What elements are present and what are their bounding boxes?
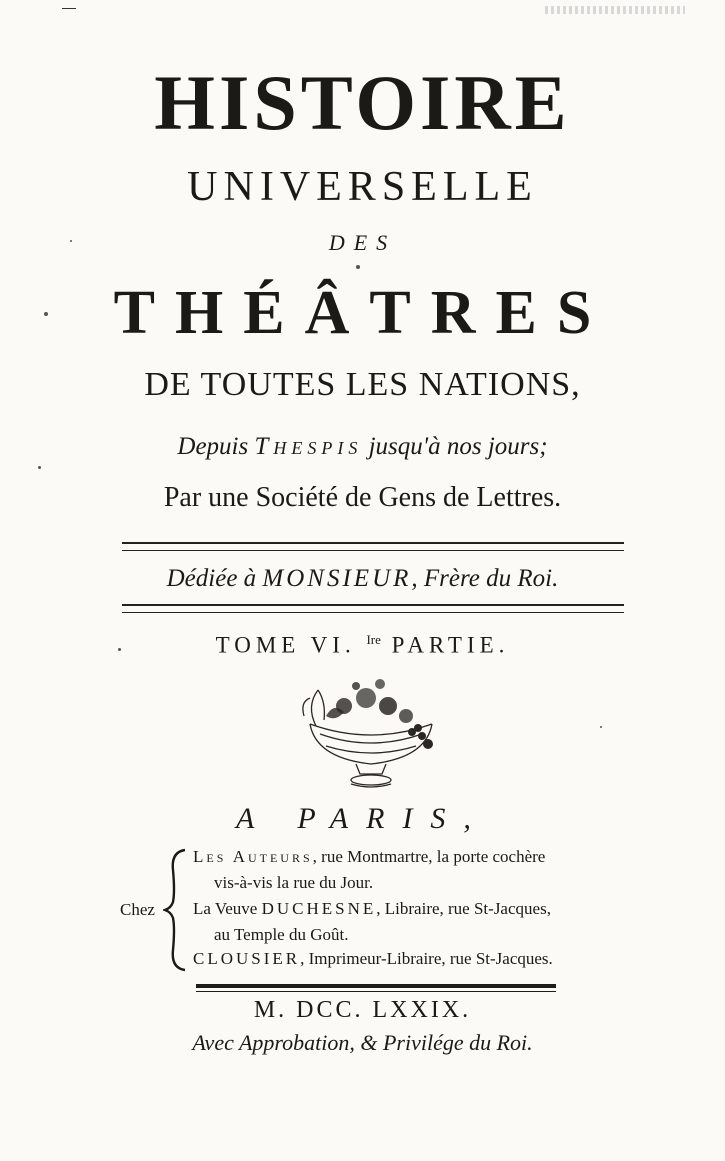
double-rule-bottom — [122, 604, 624, 613]
subtitle-authors: Par une Société de Gens de Lettres. — [163, 482, 562, 513]
imprint-line-5-post: , Imprimeur-Libraire, rue St-Jacques. — [300, 949, 553, 968]
thin-rule — [196, 991, 556, 992]
imprint-date: M. DCC. LXXIX. — [253, 997, 472, 1023]
paper-speck — [38, 466, 41, 469]
imprint-line-3 — [193, 900, 551, 917]
dedication-pre: Dédiée à — [166, 565, 263, 592]
title-histoire: HISTOIRE — [154, 59, 571, 146]
dedication-post: , Frère du Roi. — [411, 565, 559, 592]
double-rule-top — [122, 542, 624, 551]
imprint-line-1-post: , rue Montmartre, la porte cochère — [312, 847, 546, 866]
title-theatres: THÉÂTRES — [113, 279, 612, 347]
title-universelle: UNIVERSELLE — [187, 164, 538, 210]
imprint-line-1 — [193, 848, 545, 865]
depuis-pre: Depuis — [177, 433, 255, 460]
imprint-line-1-emph: Les Auteurs — [193, 847, 313, 866]
imprint-chez: Chez — [120, 900, 155, 919]
imprint-line-3-emph: DUCHESNE — [261, 899, 377, 918]
tome-sup: Ire — [366, 632, 381, 647]
curly-brace-icon — [163, 848, 189, 972]
title-nations: DE TOUTES LES NATIONS, — [144, 366, 581, 403]
tome-post: PARTIE. — [380, 632, 510, 658]
tome-pre: TOME VI. — [215, 632, 367, 658]
imprint-line-2: vis-à-vis la rue du Jour. — [214, 873, 374, 892]
imprint-line-5 — [193, 950, 553, 967]
fruit-basket-vignette-icon — [296, 676, 446, 796]
dedication-name: MONSIEUR — [262, 565, 412, 592]
thick-rule — [196, 984, 556, 988]
title-des: DES — [328, 230, 397, 255]
imprint-line-4: au Temple du Goût. — [214, 925, 349, 944]
imprint-line-3-post: , Libraire, rue St-Jacques, — [376, 899, 551, 918]
dedication — [0, 566, 725, 591]
depuis-post: jusqu'à nos jours; — [362, 433, 548, 460]
imprint-line-5-emph: CLOUSIER — [193, 949, 301, 968]
imprint-city: A PARIS, — [236, 802, 489, 835]
thespis-name: Thespis — [254, 433, 363, 460]
subtitle-depuis — [0, 434, 725, 459]
edge-mark — [62, 8, 76, 9]
approbation: Avec Approbation, & Privilége du Roi. — [192, 1030, 533, 1055]
paper-speck — [356, 265, 360, 269]
imprint-line-3-pre: La Veuve — [193, 899, 262, 918]
volume-label — [0, 633, 725, 657]
page-edge-shadow — [545, 6, 685, 14]
paper-speck — [600, 726, 602, 728]
